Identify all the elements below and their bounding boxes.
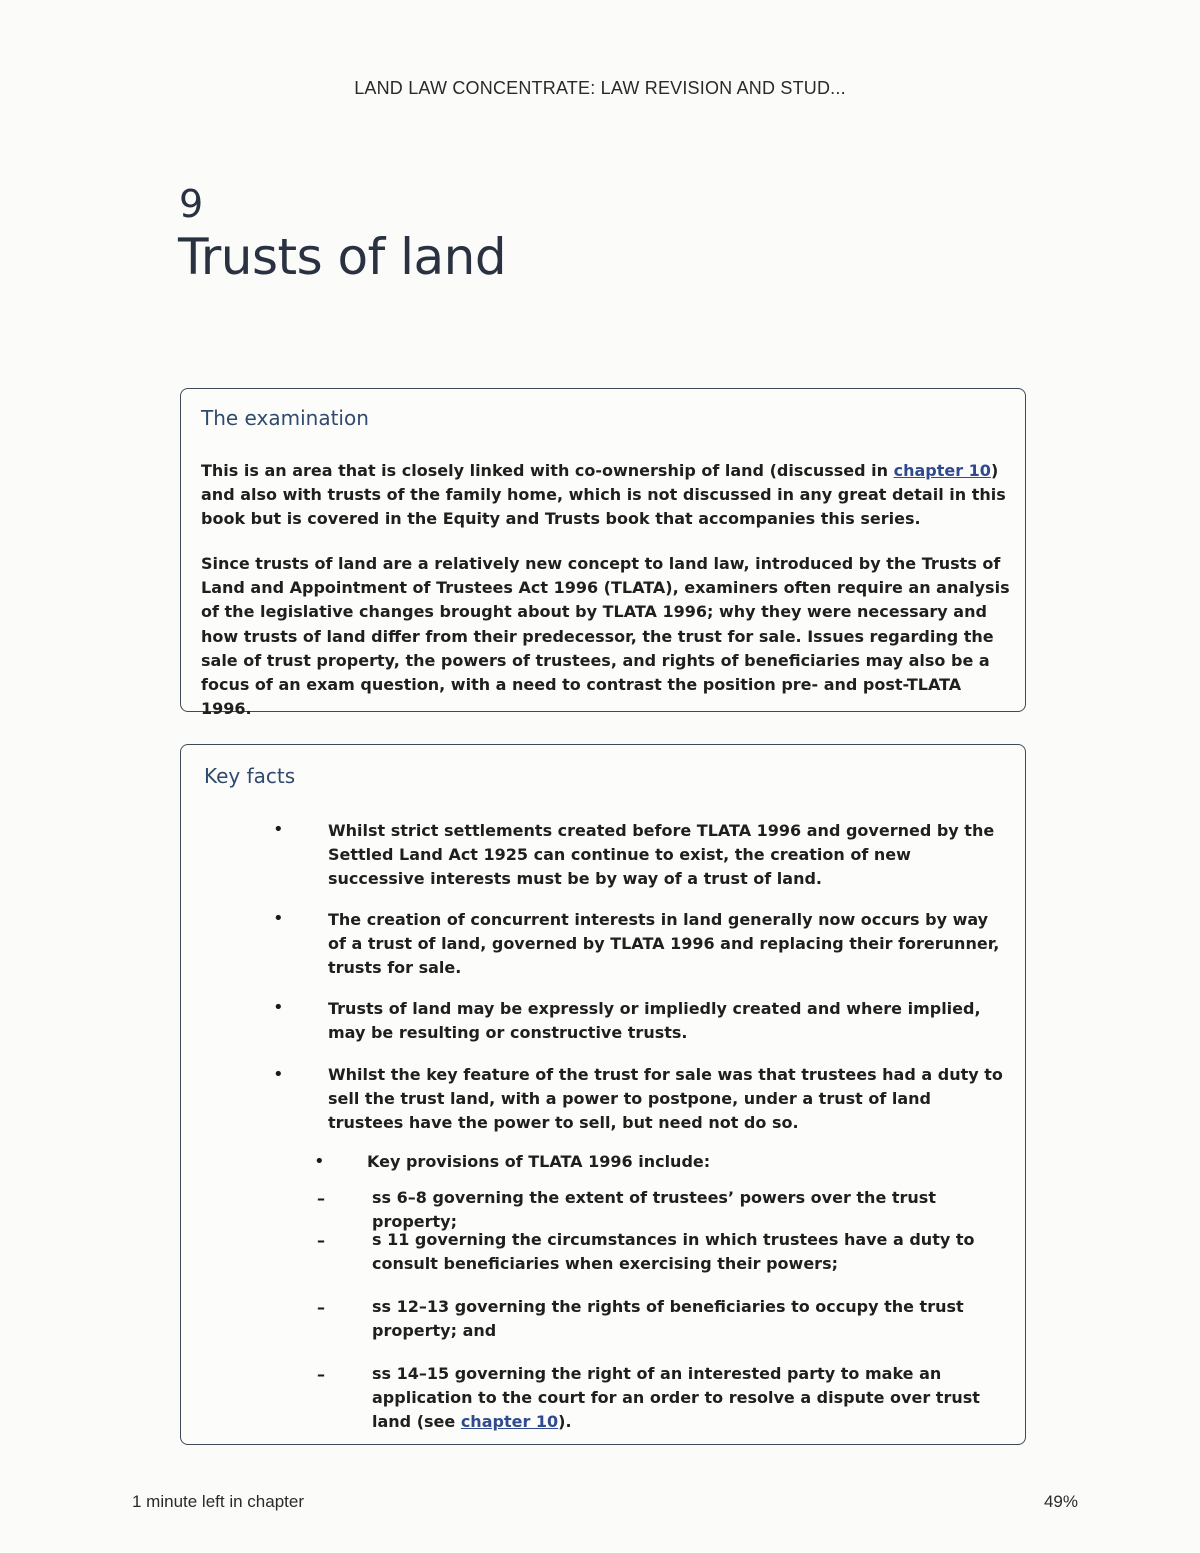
examination-paragraph-1 <box>201 459 1013 532</box>
examination-p1-text-end: ) and also with trusts of the family home, which is not discussed in any great detail in this book but is covered in the Equity and Trusts book that accompanies this series. <box>201 461 1006 529</box>
chapter-10-link[interactable]: chapter 10 <box>893 461 991 480</box>
provision-item: ss 6–8 governing the extent of trustees’ powers over the trust property; <box>372 1188 936 1232</box>
provision-text-start: ss 14–15 governing the right of an interested party to make an application to the court for an order to resolve a dispute over trust land (see <box>372 1364 980 1432</box>
bullet-icon: • <box>273 997 284 1018</box>
examination-heading: The examination <box>201 406 369 430</box>
examination-p1-text-start: This is an area that is closely linked with co-ownership of land (discussed in <box>201 461 894 480</box>
book-title: LAND LAW CONCENTRATE: LAW REVISION AND STUD... <box>354 78 846 98</box>
provision-item: ss 12–13 governing the rights of beneficiaries to occupy the trust property; and <box>372 1297 964 1341</box>
chapter-title: Trusts of land <box>178 228 507 286</box>
examination-paragraph-2: Since trusts of land are a relatively new concept to land law, introduced by the Trusts of Land and Appointment of Trustees Act 1996 (TLATA), examiners often require an analysis of the legislative changes brought about by TLATA 1996; why they were necessary and how trusts of land differ from their predecessor, the trust for sale. Issues regarding the sale of trust property, the powers of trustees, and rights of beneficiaries may also be a focus of an exam question, with a need to contrast the position pre- and post-TLATA 1996. <box>201 554 1010 719</box>
key-facts-box <box>180 744 1026 1445</box>
key-facts-heading: Key facts <box>204 764 296 788</box>
key-provisions-intro: Key provisions of TLATA 1996 include: <box>367 1152 711 1171</box>
key-fact-item: Whilst the key feature of the trust for sale was that trustees had a duty to sell the trust land, with a power to postpone, under a trust of land trustees have the power to sell, but need not do so. <box>328 1065 1003 1133</box>
bullet-icon: • <box>273 819 284 840</box>
bullet-icon: • <box>273 1064 284 1085</box>
dash-icon: – <box>317 1231 325 1250</box>
bullet-icon: • <box>273 908 284 929</box>
time-left-label: 1 minute left in chapter <box>132 1492 304 1511</box>
provision-item <box>372 1362 1012 1435</box>
dash-icon: – <box>317 1189 325 1208</box>
provision-item: s 11 governing the circumstances in which trustees have a duty to consult beneficiaries when exercising their powers; <box>372 1230 975 1274</box>
bullet-icon: • <box>314 1151 325 1172</box>
chapter-10-link[interactable]: chapter 10 <box>460 1412 559 1432</box>
chapter-number: 9 <box>179 182 204 226</box>
dash-icon: – <box>317 1298 325 1317</box>
examination-box <box>180 388 1026 719</box>
dash-icon: – <box>317 1365 325 1384</box>
reading-progress: 49% <box>1043 1492 1078 1511</box>
provision-text-end: ). <box>558 1412 572 1432</box>
key-fact-item: The creation of concurrent interests in land generally now occurs by way of a trust of land, governed by TLATA 1996 and replacing their forerunner, trusts for sale. <box>328 910 1000 978</box>
key-fact-item: Trusts of land may be expressly or impliedly created and where implied, may be resulting or constructive trusts. <box>328 999 981 1043</box>
key-fact-item: Whilst strict settlements created before TLATA 1996 and governed by the Settled Land Act 1925 can continue to exist, the creation of new successive interests must be by way of a trust of land. <box>328 821 995 889</box>
